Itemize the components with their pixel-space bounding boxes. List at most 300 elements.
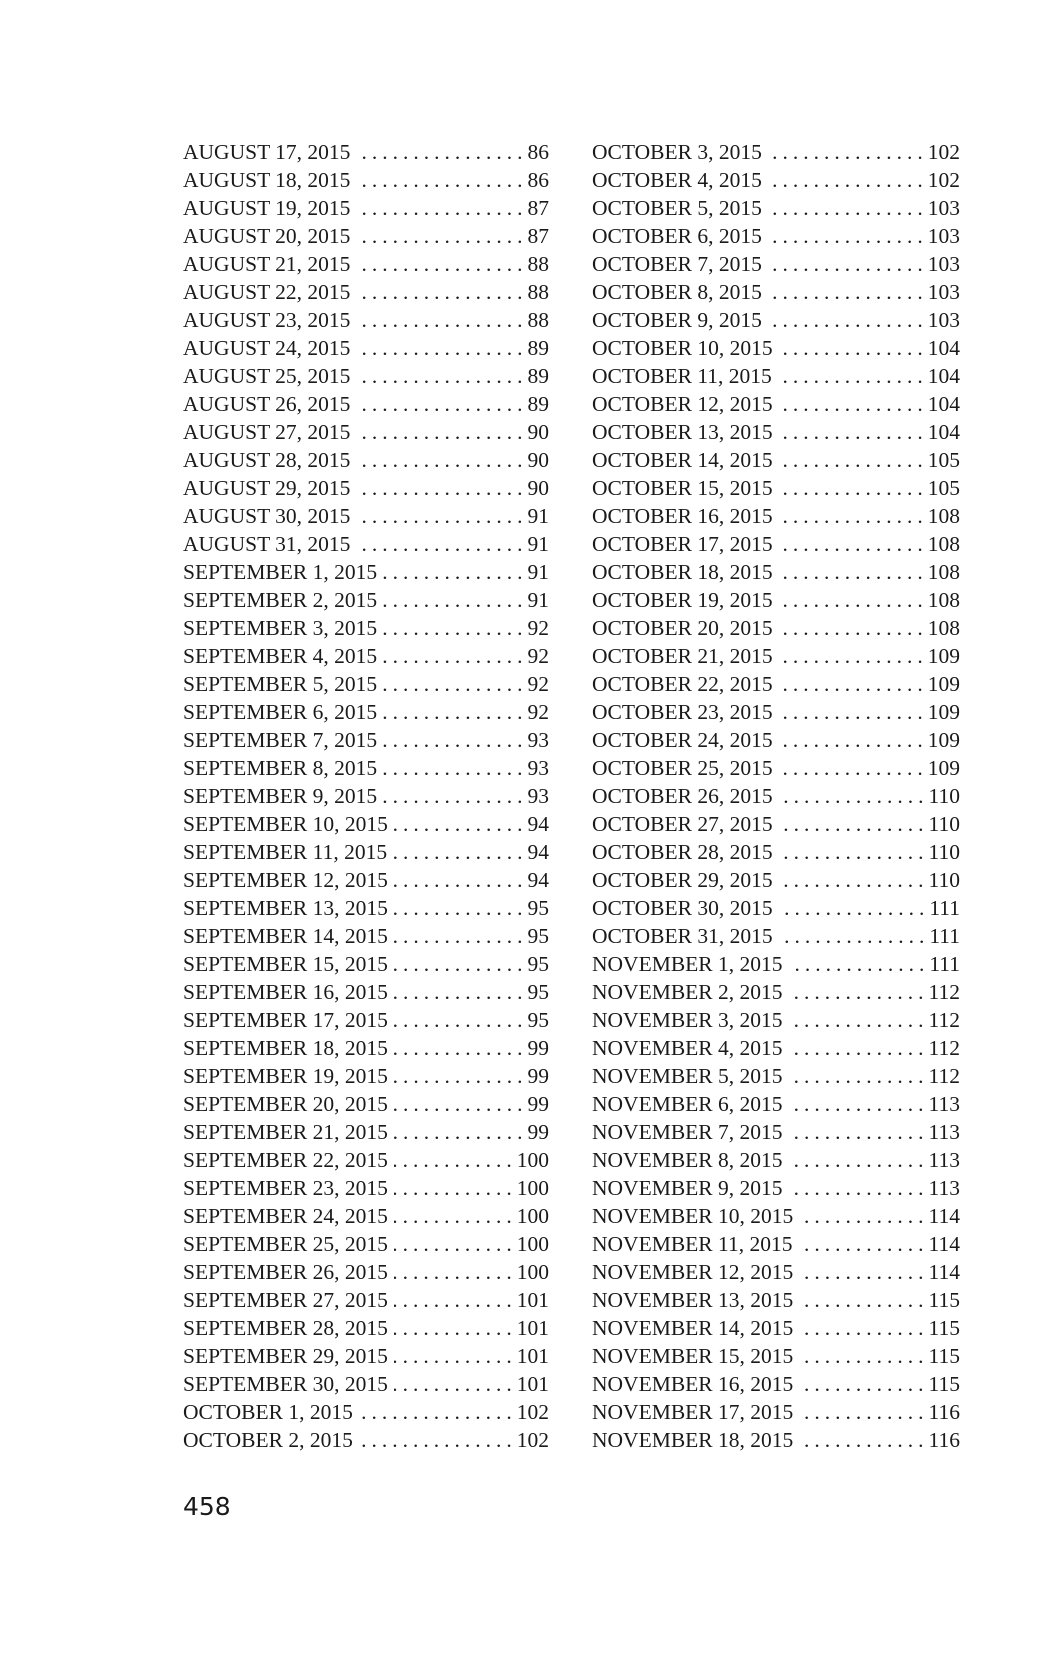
entry-page-number: 91 — [527, 588, 549, 612]
entry-label: SEPTEMBER 16, 2015 — [183, 980, 388, 1004]
dot-leader — [779, 894, 930, 922]
entry-page-number: 109 — [927, 644, 960, 668]
index-entry — [592, 950, 960, 978]
dot-leader — [789, 1034, 929, 1062]
entry-label: SEPTEMBER 21, 2015 — [183, 1120, 388, 1144]
index-entry — [592, 810, 960, 838]
dot-leader — [779, 586, 928, 614]
dot-leader — [789, 1146, 929, 1174]
dot-leader — [394, 1146, 517, 1174]
dot-leader — [356, 502, 527, 530]
entry-page-number: 109 — [927, 728, 960, 752]
entry-page-number: 100 — [516, 1176, 549, 1200]
entry-label: NOVEMBER 2, 2015 — [592, 980, 783, 1004]
dot-leader — [779, 838, 929, 866]
entry-page-number: 100 — [516, 1260, 549, 1284]
entry-label: OCTOBER 11, 2015 — [592, 364, 772, 388]
index-entry — [592, 1370, 960, 1398]
dot-leader — [778, 362, 928, 390]
entry-page-number: 112 — [928, 1008, 960, 1032]
index-entry — [183, 1342, 549, 1370]
entry-label: NOVEMBER 9, 2015 — [592, 1176, 783, 1200]
entry-label: SEPTEMBER 15, 2015 — [183, 952, 388, 976]
entry-page-number: 108 — [927, 532, 960, 556]
entry-page-number: 87 — [527, 196, 549, 220]
entry-label: NOVEMBER 13, 2015 — [592, 1288, 794, 1312]
entry-page-number: 116 — [928, 1400, 960, 1424]
index-entry — [592, 670, 960, 698]
dot-leader — [359, 1398, 517, 1426]
entry-page-number: 102 — [927, 168, 960, 192]
index-entry — [592, 1398, 960, 1426]
entry-label: OCTOBER 13, 2015 — [592, 420, 773, 444]
entry-page-number: 113 — [928, 1092, 960, 1116]
entry-page-number: 111 — [929, 924, 960, 948]
dot-leader — [356, 474, 527, 502]
index-entry — [183, 1370, 549, 1398]
index-entry — [183, 1034, 549, 1062]
index-entry — [592, 418, 960, 446]
entry-label: SEPTEMBER 2, 2015 — [183, 588, 378, 612]
index-entry — [592, 334, 960, 362]
index-column-left — [183, 138, 549, 1454]
entry-label: OCTOBER 19, 2015 — [592, 588, 773, 612]
index-entry — [183, 1258, 549, 1286]
entry-label: OCTOBER 14, 2015 — [592, 448, 773, 472]
index-entry — [592, 614, 960, 642]
entry-label: OCTOBER 22, 2015 — [592, 672, 773, 696]
index-entry — [183, 1286, 549, 1314]
entry-label: SEPTEMBER 28, 2015 — [183, 1316, 388, 1340]
index-entry — [183, 1426, 549, 1454]
index-entry — [592, 1006, 960, 1034]
entry-page-number: 95 — [527, 952, 549, 976]
entry-page-number: 102 — [516, 1400, 549, 1424]
entry-label: SEPTEMBER 10, 2015 — [183, 812, 388, 836]
index-entry — [592, 1202, 960, 1230]
index-entry — [183, 334, 549, 362]
dot-leader — [394, 1006, 528, 1034]
dot-leader — [356, 418, 527, 446]
dot-leader — [799, 1342, 928, 1370]
dot-leader — [394, 1062, 528, 1090]
dot-leader — [356, 362, 527, 390]
entry-label: OCTOBER 27, 2015 — [592, 812, 773, 836]
dot-leader — [394, 1202, 517, 1230]
dot-leader — [394, 950, 528, 978]
entry-page-number: 111 — [929, 896, 960, 920]
index-entry — [183, 642, 549, 670]
index-entry — [592, 250, 960, 278]
entry-page-number: 104 — [927, 364, 960, 388]
index-entry — [592, 502, 960, 530]
index-entry — [592, 1090, 960, 1118]
dot-leader — [394, 1370, 517, 1398]
index-entry — [183, 1230, 549, 1258]
dot-leader — [359, 1426, 517, 1454]
index-entry — [592, 138, 960, 166]
entry-page-number: 87 — [527, 224, 549, 248]
index-entry — [592, 166, 960, 194]
entry-label: SEPTEMBER 30, 2015 — [183, 1372, 388, 1396]
entry-page-number: 101 — [516, 1372, 549, 1396]
index-entry — [592, 1342, 960, 1370]
index-entry — [183, 278, 549, 306]
entry-label: SEPTEMBER 7, 2015 — [183, 728, 378, 752]
dot-leader — [779, 614, 928, 642]
index-entry — [183, 1062, 549, 1090]
entry-page-number: 112 — [928, 1064, 960, 1088]
dot-leader — [356, 166, 527, 194]
dot-leader — [394, 1118, 528, 1146]
index-entry — [183, 894, 549, 922]
index-entry — [592, 1230, 960, 1258]
dot-leader — [356, 250, 527, 278]
index-entry — [183, 1146, 549, 1174]
entry-label: OCTOBER 17, 2015 — [592, 532, 773, 556]
entry-page-number: 95 — [527, 924, 549, 948]
entry-label: OCTOBER 3, 2015 — [592, 140, 762, 164]
dot-leader — [799, 1398, 928, 1426]
index-entry — [183, 1118, 549, 1146]
entry-page-number: 108 — [927, 560, 960, 584]
entry-label: AUGUST 19, 2015 — [183, 196, 351, 220]
index-entry — [592, 222, 960, 250]
entry-page-number: 113 — [928, 1176, 960, 1200]
entry-page-number: 95 — [527, 980, 549, 1004]
entry-label: AUGUST 23, 2015 — [183, 308, 351, 332]
dot-leader — [779, 782, 929, 810]
index-entry — [183, 754, 549, 782]
dot-leader — [779, 558, 928, 586]
dot-leader — [768, 278, 928, 306]
index-entry — [592, 1426, 960, 1454]
index-entry — [183, 950, 549, 978]
entry-label: OCTOBER 21, 2015 — [592, 644, 773, 668]
index-entry — [592, 1258, 960, 1286]
entry-page-number: 86 — [527, 168, 549, 192]
index-entry — [592, 1118, 960, 1146]
entry-label: SEPTEMBER 14, 2015 — [183, 924, 388, 948]
index-entry — [592, 1314, 960, 1342]
entry-page-number: 115 — [928, 1316, 960, 1340]
index-entry — [592, 866, 960, 894]
entry-page-number: 105 — [927, 476, 960, 500]
dot-leader — [799, 1202, 928, 1230]
entry-label: AUGUST 24, 2015 — [183, 336, 351, 360]
index-entry — [592, 782, 960, 810]
entry-label: NOVEMBER 14, 2015 — [592, 1316, 794, 1340]
dot-leader — [779, 866, 929, 894]
index-entry — [183, 558, 549, 586]
dot-leader — [393, 838, 527, 866]
entry-page-number: 108 — [927, 616, 960, 640]
entry-label: SEPTEMBER 20, 2015 — [183, 1092, 388, 1116]
entry-page-number: 110 — [928, 868, 960, 892]
dot-leader — [789, 1062, 929, 1090]
entry-label: OCTOBER 31, 2015 — [592, 924, 773, 948]
dot-leader — [356, 222, 527, 250]
dot-leader — [779, 474, 928, 502]
entry-page-number: 113 — [928, 1148, 960, 1172]
entry-label: SEPTEMBER 27, 2015 — [183, 1288, 388, 1312]
entry-label: NOVEMBER 6, 2015 — [592, 1092, 783, 1116]
entry-page-number: 94 — [527, 868, 549, 892]
dot-leader — [789, 978, 929, 1006]
entry-page-number: 105 — [927, 448, 960, 472]
dot-leader — [799, 1286, 928, 1314]
entry-page-number: 92 — [527, 644, 549, 668]
entry-label: OCTOBER 9, 2015 — [592, 308, 762, 332]
dot-leader — [394, 922, 528, 950]
dot-leader — [394, 978, 528, 1006]
entry-page-number: 99 — [527, 1120, 549, 1144]
entry-page-number: 99 — [527, 1036, 549, 1060]
index-entry — [183, 586, 549, 614]
index-entry — [592, 1286, 960, 1314]
entry-page-number: 91 — [527, 560, 549, 584]
entry-page-number: 115 — [928, 1344, 960, 1368]
entry-label: SEPTEMBER 29, 2015 — [183, 1344, 388, 1368]
dot-leader — [394, 810, 528, 838]
entry-label: SEPTEMBER 22, 2015 — [183, 1148, 388, 1172]
entry-page-number: 92 — [527, 672, 549, 696]
entry-label: SEPTEMBER 23, 2015 — [183, 1176, 388, 1200]
index-entry — [183, 502, 549, 530]
index-entry — [183, 166, 549, 194]
index-entry — [592, 894, 960, 922]
entry-label: OCTOBER 10, 2015 — [592, 336, 773, 360]
entry-label: AUGUST 29, 2015 — [183, 476, 351, 500]
entry-label: NOVEMBER 3, 2015 — [592, 1008, 783, 1032]
entry-page-number: 116 — [928, 1428, 960, 1452]
dot-leader — [799, 1258, 928, 1286]
entry-page-number: 91 — [527, 532, 549, 556]
entry-label: SEPTEMBER 24, 2015 — [183, 1204, 388, 1228]
entry-page-number: 114 — [928, 1204, 960, 1228]
entry-page-number: 101 — [516, 1316, 549, 1340]
index-column-right — [592, 138, 960, 1454]
index-entry — [592, 362, 960, 390]
index-entry — [592, 922, 960, 950]
index-entry — [183, 782, 549, 810]
entry-page-number: 101 — [516, 1288, 549, 1312]
entry-label: AUGUST 21, 2015 — [183, 252, 351, 276]
entry-label: NOVEMBER 8, 2015 — [592, 1148, 783, 1172]
entry-label: AUGUST 31, 2015 — [183, 532, 351, 556]
dot-leader — [768, 306, 928, 334]
index-entry — [183, 1202, 549, 1230]
entry-page-number: 112 — [928, 1036, 960, 1060]
entry-page-number: 102 — [927, 140, 960, 164]
entry-label: OCTOBER 29, 2015 — [592, 868, 773, 892]
dot-leader — [768, 194, 928, 222]
entry-label: NOVEMBER 5, 2015 — [592, 1064, 783, 1088]
index-entry — [592, 978, 960, 1006]
entry-page-number: 108 — [927, 588, 960, 612]
index-entry — [592, 278, 960, 306]
entry-page-number: 110 — [928, 840, 960, 864]
dot-leader — [356, 278, 527, 306]
dot-leader — [383, 614, 527, 642]
entry-page-number: 93 — [527, 756, 549, 780]
dot-leader — [356, 390, 527, 418]
entry-page-number: 115 — [928, 1372, 960, 1396]
dot-leader — [799, 1314, 928, 1342]
index-entry — [183, 418, 549, 446]
entry-page-number: 94 — [527, 840, 549, 864]
dot-leader — [779, 922, 930, 950]
dot-leader — [356, 446, 527, 474]
dot-leader — [383, 754, 527, 782]
entry-page-number: 90 — [527, 420, 549, 444]
dot-leader — [789, 1006, 929, 1034]
index-entry — [183, 474, 549, 502]
entry-page-number: 99 — [527, 1064, 549, 1088]
dot-leader — [799, 1370, 928, 1398]
entry-label: SEPTEMBER 11, 2015 — [183, 840, 388, 864]
index-entry — [592, 586, 960, 614]
entry-label: SEPTEMBER 4, 2015 — [183, 644, 378, 668]
entry-label: SEPTEMBER 6, 2015 — [183, 700, 378, 724]
entry-label: OCTOBER 28, 2015 — [592, 840, 773, 864]
entry-page-number: 113 — [928, 1120, 960, 1144]
entry-label: SEPTEMBER 3, 2015 — [183, 616, 378, 640]
dot-leader — [394, 1090, 528, 1118]
index-entry — [183, 1090, 549, 1118]
entry-label: AUGUST 17, 2015 — [183, 140, 351, 164]
entry-label: OCTOBER 1, 2015 — [183, 1400, 353, 1424]
entry-label: OCTOBER 12, 2015 — [592, 392, 773, 416]
index-entry — [592, 1034, 960, 1062]
index-entry — [592, 530, 960, 558]
dot-leader — [394, 1258, 517, 1286]
dot-leader — [779, 670, 928, 698]
entry-label: OCTOBER 18, 2015 — [592, 560, 773, 584]
index-entry — [592, 390, 960, 418]
entry-page-number: 95 — [527, 1008, 549, 1032]
index-entry — [592, 558, 960, 586]
dot-leader — [779, 390, 928, 418]
dot-leader — [779, 726, 928, 754]
index-entry — [592, 1062, 960, 1090]
entry-label: OCTOBER 23, 2015 — [592, 700, 773, 724]
dot-leader — [383, 698, 527, 726]
entry-page-number: 104 — [927, 392, 960, 416]
entry-label: OCTOBER 8, 2015 — [592, 280, 762, 304]
entry-page-number: 95 — [527, 896, 549, 920]
entry-label: AUGUST 28, 2015 — [183, 448, 351, 472]
entry-page-number: 93 — [527, 728, 549, 752]
index-entry — [183, 390, 549, 418]
entry-page-number: 94 — [527, 812, 549, 836]
entry-page-number: 102 — [516, 1428, 549, 1452]
dot-leader — [798, 1230, 928, 1258]
dot-leader — [394, 866, 528, 894]
dot-leader — [383, 642, 527, 670]
entry-page-number: 112 — [928, 980, 960, 1004]
entry-label: NOVEMBER 18, 2015 — [592, 1428, 794, 1452]
dot-leader — [394, 894, 528, 922]
entry-label: AUGUST 22, 2015 — [183, 280, 351, 304]
index-entry — [592, 838, 960, 866]
entry-label: NOVEMBER 1, 2015 — [592, 952, 783, 976]
entry-label: SEPTEMBER 25, 2015 — [183, 1232, 388, 1256]
entry-page-number: 101 — [516, 1344, 549, 1368]
dot-leader — [394, 1342, 517, 1370]
entry-page-number: 88 — [527, 252, 549, 276]
entry-label: SEPTEMBER 19, 2015 — [183, 1064, 388, 1088]
dot-leader — [768, 222, 928, 250]
entry-page-number: 88 — [527, 280, 549, 304]
index-entry — [183, 1174, 549, 1202]
index-entry — [183, 222, 549, 250]
entry-page-number: 100 — [516, 1148, 549, 1172]
index-entry — [183, 614, 549, 642]
dot-leader — [356, 306, 527, 334]
entry-page-number: 109 — [927, 756, 960, 780]
entry-label: AUGUST 25, 2015 — [183, 364, 351, 388]
entry-label: AUGUST 20, 2015 — [183, 224, 351, 248]
entry-label: SEPTEMBER 8, 2015 — [183, 756, 378, 780]
index-entry — [592, 1174, 960, 1202]
entry-label: SEPTEMBER 13, 2015 — [183, 896, 388, 920]
index-entry — [183, 726, 549, 754]
entry-page-number: 104 — [927, 420, 960, 444]
entry-page-number: 110 — [928, 812, 960, 836]
entry-page-number: 93 — [527, 784, 549, 808]
entry-label: AUGUST 18, 2015 — [183, 168, 351, 192]
dot-leader — [383, 782, 527, 810]
dot-leader — [768, 166, 928, 194]
entry-label: OCTOBER 16, 2015 — [592, 504, 773, 528]
entry-page-number: 109 — [927, 700, 960, 724]
entry-page-number: 92 — [527, 700, 549, 724]
dot-leader — [789, 950, 930, 978]
entry-page-number: 89 — [527, 364, 549, 388]
entry-label: OCTOBER 6, 2015 — [592, 224, 762, 248]
entry-label: SEPTEMBER 9, 2015 — [183, 784, 378, 808]
index-entry — [183, 1314, 549, 1342]
dot-leader — [779, 530, 928, 558]
index-entry — [183, 922, 549, 950]
entry-label: OCTOBER 24, 2015 — [592, 728, 773, 752]
entry-page-number: 103 — [927, 308, 960, 332]
entry-label: NOVEMBER 11, 2015 — [592, 1232, 793, 1256]
entry-label: SEPTEMBER 17, 2015 — [183, 1008, 388, 1032]
dot-leader — [383, 726, 527, 754]
entry-page-number: 114 — [928, 1260, 960, 1284]
dot-leader — [356, 138, 527, 166]
entry-label: NOVEMBER 7, 2015 — [592, 1120, 783, 1144]
entry-label: NOVEMBER 15, 2015 — [592, 1344, 794, 1368]
dot-leader — [383, 558, 527, 586]
index-entry — [183, 810, 549, 838]
index-entry — [183, 1006, 549, 1034]
entry-label: OCTOBER 4, 2015 — [592, 168, 762, 192]
entry-label: SEPTEMBER 1, 2015 — [183, 560, 378, 584]
entry-page-number: 108 — [927, 504, 960, 528]
index-entry — [183, 250, 549, 278]
entry-page-number: 89 — [527, 392, 549, 416]
index-entry — [592, 698, 960, 726]
dot-leader — [394, 1174, 517, 1202]
dot-leader — [779, 810, 929, 838]
dot-leader — [789, 1118, 929, 1146]
index-entry — [183, 362, 549, 390]
dot-leader — [779, 642, 928, 670]
entry-label: NOVEMBER 12, 2015 — [592, 1260, 794, 1284]
